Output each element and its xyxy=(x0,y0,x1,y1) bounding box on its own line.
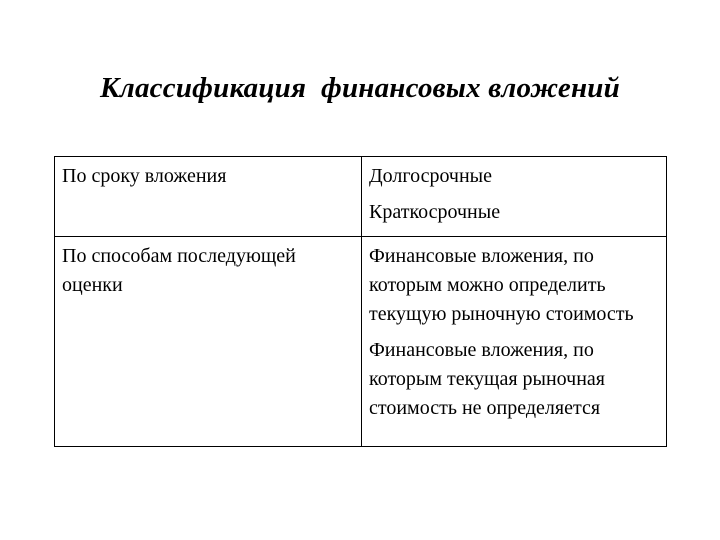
type-item: Финансовые вложения, по которым текущая рыночная стоимость не определяется xyxy=(369,339,605,419)
table-row xyxy=(55,157,667,237)
type-item: Долгосрочные xyxy=(369,165,492,187)
criterion-cell: По способам последующей оценки xyxy=(55,237,362,447)
classification-table xyxy=(54,156,667,447)
types-cell xyxy=(362,157,667,237)
table-row xyxy=(55,237,667,447)
type-item: Финансовые вложения, по которым можно определить текущую рыночную стоимость xyxy=(369,245,634,325)
page-title: Классификация финансовых вложений xyxy=(100,72,620,104)
criterion-cell: По сроку вложения xyxy=(55,157,362,237)
type-item: Краткосрочные xyxy=(369,201,501,223)
types-cell xyxy=(362,237,667,447)
